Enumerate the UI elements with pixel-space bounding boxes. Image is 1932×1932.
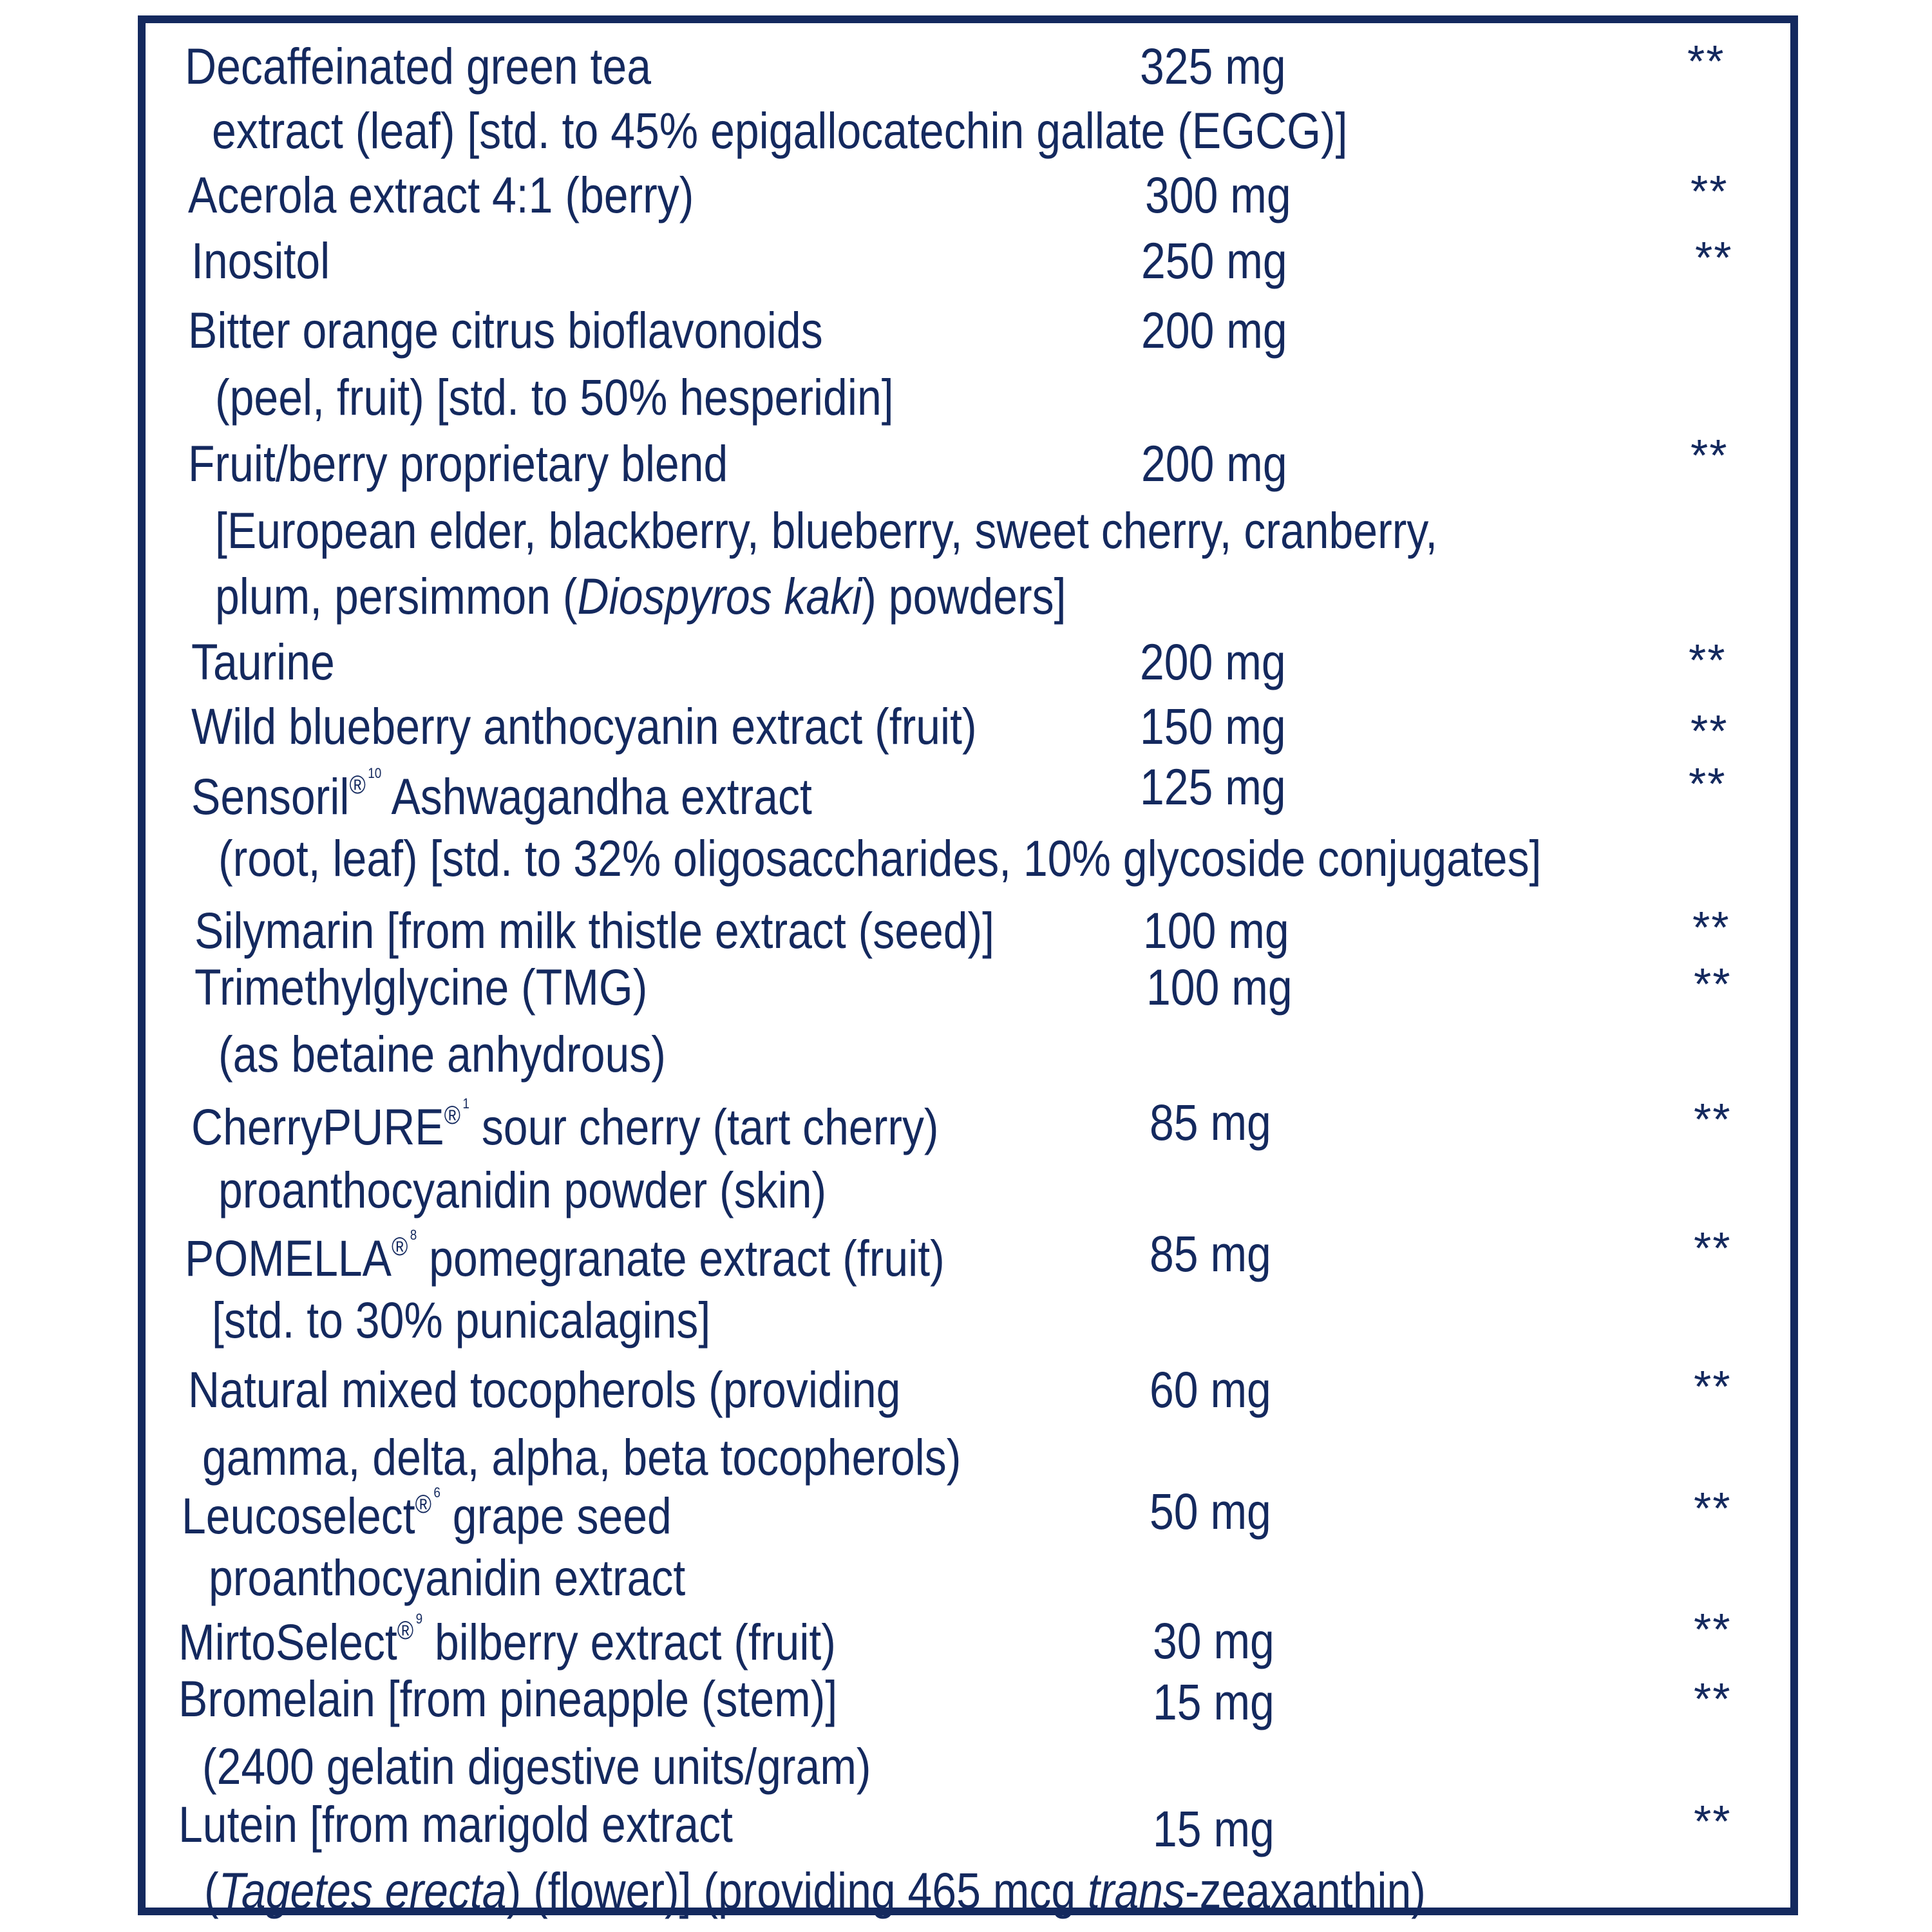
ingredient-detail: [std. to 30% punicalagins] (212, 1291, 711, 1349)
ingredient-name: Inositol (191, 232, 330, 289)
ingredient-amount: 200 mg (1141, 301, 1287, 359)
ingredient-detail: (2400 gelatin digestive units/gram) (202, 1738, 871, 1795)
ingredient-amount: 15 mg (1153, 1800, 1274, 1857)
ingredient-detail: (as betaine anhydrous) (218, 1025, 666, 1083)
ingredient-detail: (Tagetes erecta) (flower)] (providing 465 mcg trans-zeaxanthin) (204, 1862, 1426, 1919)
ingredient-detail: plum, persimmon (Diospyros kaki) powders] (215, 567, 1066, 625)
ingredient-name: Natural mixed tocopherols (providing (188, 1361, 901, 1418)
daily-value-marker: ** (1694, 1483, 1732, 1533)
ingredient-name: Acerola extract 4:1 (berry) (188, 166, 694, 223)
ingredient-name: Bromelain [from pineapple (stem)] (178, 1670, 838, 1727)
ingredient-name: Silymarin [from milk thistle extract (seed)] (194, 902, 995, 959)
ingredient-name: Trimethylglycine (TMG) (194, 958, 648, 1016)
daily-value-marker: ** (1690, 430, 1728, 480)
ingredient-amount: 250 mg (1141, 232, 1287, 289)
ingredient-amount: 50 mg (1150, 1482, 1271, 1540)
ingredient-detail: gamma, delta, alpha, beta tocopherols) (202, 1428, 961, 1486)
daily-value-marker: ** (1694, 1223, 1732, 1273)
ingredient-amount: 200 mg (1140, 633, 1286, 690)
ingredient-amount: 100 mg (1143, 902, 1289, 959)
daily-value-marker: ** (1690, 166, 1728, 216)
ingredient-name: POMELLA® $^8$ pomegranate extract (fruit) (185, 1227, 945, 1287)
ingredient-amount: 100 mg (1146, 958, 1293, 1016)
daily-value-marker: ** (1695, 232, 1733, 283)
daily-value-marker: ** (1692, 902, 1730, 952)
ingredient-amount: 85 mg (1150, 1094, 1271, 1151)
ingredient-detail: (peel, fruit) [std. to 50% hesperidin] (215, 368, 894, 426)
ingredient-detail: proanthocyanidin extract (209, 1549, 686, 1606)
ingredient-name: Wild blueberry anthocyanin extract (fruit) (191, 697, 977, 755)
ingredient-name: MirtoSelect® $^9$ bilberry extract (fruit) (178, 1611, 836, 1671)
ingredient-amount: 150 mg (1140, 697, 1286, 755)
ingredient-amount: 85 mg (1150, 1225, 1271, 1282)
ingredient-detail: proanthocyanidin powder (skin) (218, 1161, 827, 1218)
daily-value-marker: ** (1694, 959, 1732, 1009)
ingredient-name: Sensoril® $^{10}$ Ashwagandha extract (191, 765, 812, 825)
ingredient-detail: (root, leaf) [std. to 32% oligosaccharides, 10% glycoside conjugates] (218, 829, 1542, 887)
ingredient-amount: 30 mg (1153, 1612, 1274, 1669)
daily-value-marker: ** (1689, 759, 1727, 809)
ingredient-amount: 325 mg (1140, 37, 1286, 95)
ingredient-name: Bitter orange citrus bioflavonoids (188, 301, 823, 359)
ingredient-name: Decaffeinated green tea (185, 37, 651, 95)
ingredient-amount: 125 mg (1140, 758, 1286, 815)
daily-value-marker: ** (1689, 635, 1727, 685)
ingredient-name: Lutein [from marigold extract (178, 1795, 733, 1853)
ingredient-amount: 300 mg (1145, 166, 1291, 223)
ingredient-name: CherryPURE® $^1$ sour cherry (tart cherry) (191, 1095, 939, 1155)
daily-value-marker: ** (1690, 706, 1728, 756)
ingredient-name: Leucoselect® $^6$ grape seed (182, 1484, 672, 1544)
ingredient-name: Taurine (191, 633, 335, 690)
ingredient-detail: [European elder, blackberry, blueberry, sweet cherry, cranberry, (215, 502, 1438, 559)
daily-value-marker: ** (1694, 1361, 1732, 1412)
daily-value-marker: ** (1687, 36, 1725, 86)
ingredient-name: Fruit/berry proprietary blend (188, 435, 728, 492)
daily-value-marker: ** (1694, 1674, 1732, 1724)
daily-value-marker: ** (1694, 1094, 1732, 1144)
ingredient-detail: extract (leaf) [std. to 45% epigallocatechin gallate (EGCG)] (212, 102, 1348, 159)
daily-value-marker: ** (1694, 1604, 1732, 1654)
daily-value-marker: ** (1694, 1796, 1732, 1846)
ingredient-amount: 60 mg (1150, 1361, 1271, 1418)
ingredient-amount: 200 mg (1141, 435, 1287, 492)
ingredient-amount: 15 mg (1153, 1673, 1274, 1730)
